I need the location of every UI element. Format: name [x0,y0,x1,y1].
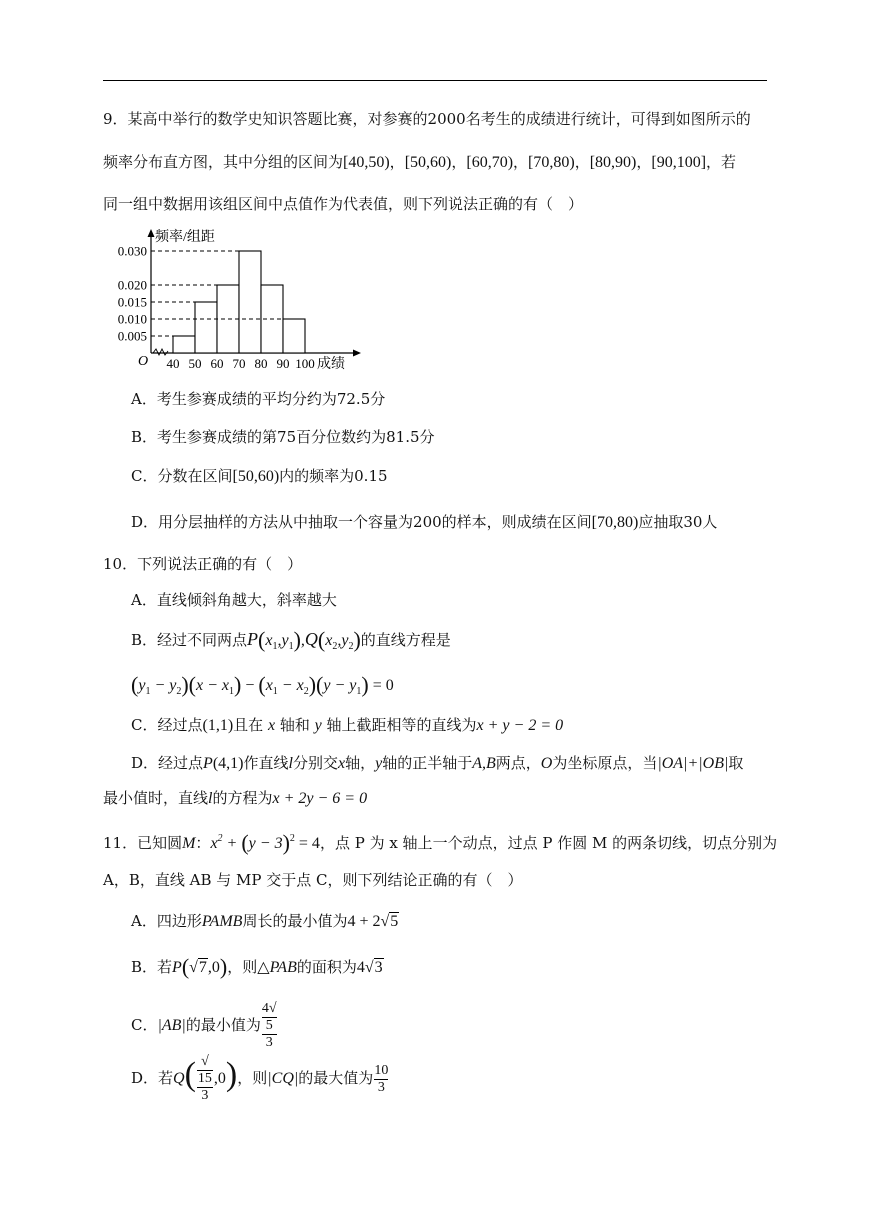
q10-option-b-equation: $(y_1 - y_2)(x - x_1) - (x_1 - x_2)(y - y_1) = 0$ [131,672,394,697]
y-tick-label: 0.010 [117,311,147,327]
q10-stem: 10．下列说法正确的有（ ） [103,555,303,573]
q10-option-d: D．经过点P(4,1)作直线l分别交x轴，y轴的正半轴于A,B两点，O为坐标原点，当|OA|+|OB|取 [131,754,744,772]
y-tick-label: 0.015 [117,294,147,310]
q9-stem-line2: 频率分布直方图，其中分组的区间为[40,50)，[50,60)，[60,70)，[70,80)，[80,90)，[90,100]，若 [103,153,737,171]
q10-option-a: A．直线倾斜角越大，斜率越大 [131,591,337,609]
x-tick-label: 60 [210,356,224,371]
q11-option-d: D．若Q( √ 15 3 ,0)，则|CQ|的最大值为 $\frac{10}{3}$ [131,1054,389,1103]
histogram-bar [239,251,261,353]
q11-stem-line2: A，B，直线 AB 与 MP 交于点 C，则下列结论正确的有（ ） [103,871,523,889]
interval-5: [80,90) [589,154,637,171]
frequency-histogram [105,225,375,375]
interval-2: [50,60) [404,154,452,171]
y-axis-arrow [148,229,155,237]
x-axis-arrow [353,350,361,357]
q9-option-b: B．考生参赛成绩的第75百分位数约为81.5分 [131,428,435,446]
origin-label: O [138,354,149,369]
x-tick-label: 80 [254,356,268,371]
y-tick-label: 0.030 [117,243,147,259]
y-axis-label: 频率/组距 [155,230,215,245]
q9-stem-line1: 9．某高中举行的数学史知识答题比赛，对参赛的2000名考生的成绩进行统计，可得到如图所示的 [103,110,751,128]
q9-option-c: C．分数在区间[50,60)内的频率为0.15 [131,467,388,485]
q9-stem-line3: 同一组中数据用该组区间中点值作为代表值，则下列说法正确的有（ ） [103,195,584,213]
y-tick-label: 0.005 [117,328,147,344]
axis-break [153,349,168,355]
histogram-bar [195,302,217,353]
x-tick-label: 50 [188,356,202,371]
x-tick-label: 100 [295,356,315,371]
x-tick-label: 40 [166,356,180,371]
interval-1: [40,50) [343,154,390,171]
y-tick-label: 0.020 [117,277,147,293]
histogram-bar [173,336,195,353]
q9-option-a: A．考生参赛成绩的平均分约为72.5分 [131,390,386,408]
q10-option-c: C．经过点(1,1)且在 x 轴和 y 轴上截距相等的直线为x + y − 2 = 0 [131,716,564,734]
x-tick-label: 90 [276,356,290,371]
interval-3: [60,70) [466,154,514,171]
q9-option-d: D．用分层抽样的方法从中抽取一个容量为200的样本，则成绩在区间[70,80)应抽取30人 [131,513,718,531]
q11-option-a: A．四边形PAMB周长的最小值为4 + 2√5 [131,912,399,930]
interval-4: [70,80) [528,154,575,171]
top-rule [103,80,767,81]
interval-6: [90,100] [651,154,707,171]
histogram-bar [283,319,305,353]
q10-option-d-line2: 最小值时，直线l的方程为x + 2y − 6 = 0 [103,789,368,807]
q11-option-c: C．|AB|的最小值为 4√ 5 3 [131,1001,277,1050]
x-axis-label: 成绩 [317,357,345,372]
q10-option-b: B．经过不同两点$P(x_1,y_1),Q(x_2,y_2)$的直线方程是 [131,627,451,652]
x-tick-label: 70 [232,356,246,371]
q11-stem-line1: 11．已知圆M：$x^2 + (y - 3)^2 = 4$，点 P 为 x 轴上一个动点，过点 P 作圆 M 的两条切线，切点分别为 [103,830,778,855]
q11-option-b: B．若P(√7,0)，则△PAB的面积为4√3 [131,954,383,979]
